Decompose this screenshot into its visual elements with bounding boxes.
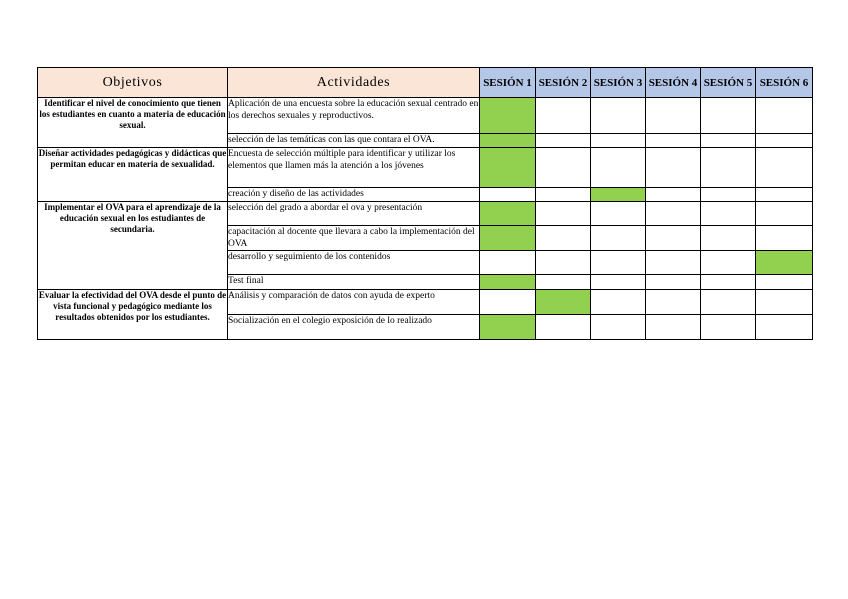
session-cell xyxy=(646,202,701,226)
session-cell xyxy=(591,98,646,134)
session-cell xyxy=(756,226,813,251)
table-row xyxy=(38,98,813,134)
activity-10: Socialización en el colegio exposición de lo realizado xyxy=(228,315,480,340)
session-cell xyxy=(591,275,646,290)
session-cell xyxy=(591,134,646,148)
session-cell xyxy=(646,251,701,275)
session-cell xyxy=(591,226,646,251)
activity-5: selección del grado a abordar el ova y presentación xyxy=(228,202,480,226)
objective-4: Evaluar la efectividad del OVA desde el punto de vista funcional y pedagógico mediante los resultados obtenidos por los estudiantes. xyxy=(38,290,228,340)
activity-6: capacitación al docente que llevara a cabo la implementación del OVA xyxy=(228,226,480,251)
session-cell xyxy=(701,202,756,226)
header-row xyxy=(38,68,813,98)
session-cell-active xyxy=(480,148,536,188)
session-cell xyxy=(701,290,756,315)
session-cell xyxy=(536,148,591,188)
session-cell xyxy=(756,275,813,290)
header-session-6: SESIÓN 6 xyxy=(756,68,813,98)
session-cell xyxy=(536,98,591,134)
session-cell-active xyxy=(591,188,646,202)
session-cell xyxy=(536,226,591,251)
session-cell xyxy=(756,188,813,202)
objective-3: Implementar el OVA para el aprendizaje de la educación sexual en los estudiantes de secundaria. xyxy=(38,202,228,290)
table-row xyxy=(38,148,813,188)
activity-9: Análisis y comparación de datos con ayuda de experto xyxy=(228,290,480,315)
session-cell xyxy=(701,275,756,290)
schedule-table xyxy=(37,67,813,340)
session-cell xyxy=(756,148,813,188)
session-cell xyxy=(756,202,813,226)
session-cell xyxy=(756,134,813,148)
session-cell-active xyxy=(536,290,591,315)
activity-7: desarrollo y seguimiento de los contenidos xyxy=(228,251,480,275)
session-cell xyxy=(701,315,756,340)
session-cell xyxy=(591,251,646,275)
session-cell xyxy=(646,148,701,188)
session-cell xyxy=(701,188,756,202)
session-cell xyxy=(591,290,646,315)
activity-1: Aplicación de una encuesta sobre la educación sexual centrado en los derechos sexuales y reproductivos. xyxy=(228,98,480,134)
header-session-2: SESIÓN 2 xyxy=(536,68,591,98)
activity-2: selección de las temáticas con las que contara el OVA. xyxy=(228,134,480,148)
header-session-4: SESIÓN 4 xyxy=(646,68,701,98)
session-cell xyxy=(536,275,591,290)
session-cell-active xyxy=(480,98,536,134)
session-cell xyxy=(480,251,536,275)
session-cell xyxy=(646,98,701,134)
session-cell xyxy=(591,148,646,188)
session-cell xyxy=(701,251,756,275)
header-session-3: SESIÓN 3 xyxy=(591,68,646,98)
session-cell xyxy=(756,315,813,340)
session-cell xyxy=(701,148,756,188)
session-cell xyxy=(701,226,756,251)
table-row xyxy=(38,202,813,226)
session-cell xyxy=(646,290,701,315)
activity-8: Test final xyxy=(228,275,480,290)
session-cell xyxy=(646,226,701,251)
objective-1: Identificar el nivel de conocimiento que tienen los estudiantes en cuanto a materia de educación sexual. xyxy=(38,98,228,148)
session-cell xyxy=(646,188,701,202)
session-cell xyxy=(536,251,591,275)
session-cell xyxy=(480,188,536,202)
session-cell xyxy=(480,290,536,315)
header-session-5: SESIÓN 5 xyxy=(701,68,756,98)
session-cell xyxy=(591,315,646,340)
session-cell-active xyxy=(756,251,813,275)
session-cell xyxy=(536,134,591,148)
session-cell xyxy=(536,315,591,340)
session-cell xyxy=(646,315,701,340)
session-cell xyxy=(701,134,756,148)
table-row xyxy=(38,290,813,315)
session-cell xyxy=(536,188,591,202)
session-cell-active xyxy=(480,226,536,251)
session-cell-active xyxy=(480,202,536,226)
session-cell xyxy=(756,290,813,315)
session-cell xyxy=(646,134,701,148)
session-cell xyxy=(536,202,591,226)
objective-2: Diseñar actividades pedagógicas y didácticas que permitan educar en materia de sexualidad. xyxy=(38,148,228,202)
header-session-1: SESIÓN 1 xyxy=(480,68,536,98)
session-cell xyxy=(701,98,756,134)
session-cell xyxy=(591,202,646,226)
session-cell xyxy=(756,98,813,134)
activity-3: Encuesta de selección múltiple para identificar y utilizar los elementos que llamen más la atención a los jóvenes xyxy=(228,148,480,188)
header-objectives: Objetivos xyxy=(38,68,228,98)
session-cell xyxy=(646,275,701,290)
activity-4: creación y diseño de las actividades xyxy=(228,188,480,202)
header-activities: Actividades xyxy=(228,68,480,98)
session-cell-active xyxy=(480,134,536,148)
session-cell-active xyxy=(480,315,536,340)
session-cell-active xyxy=(480,275,536,290)
